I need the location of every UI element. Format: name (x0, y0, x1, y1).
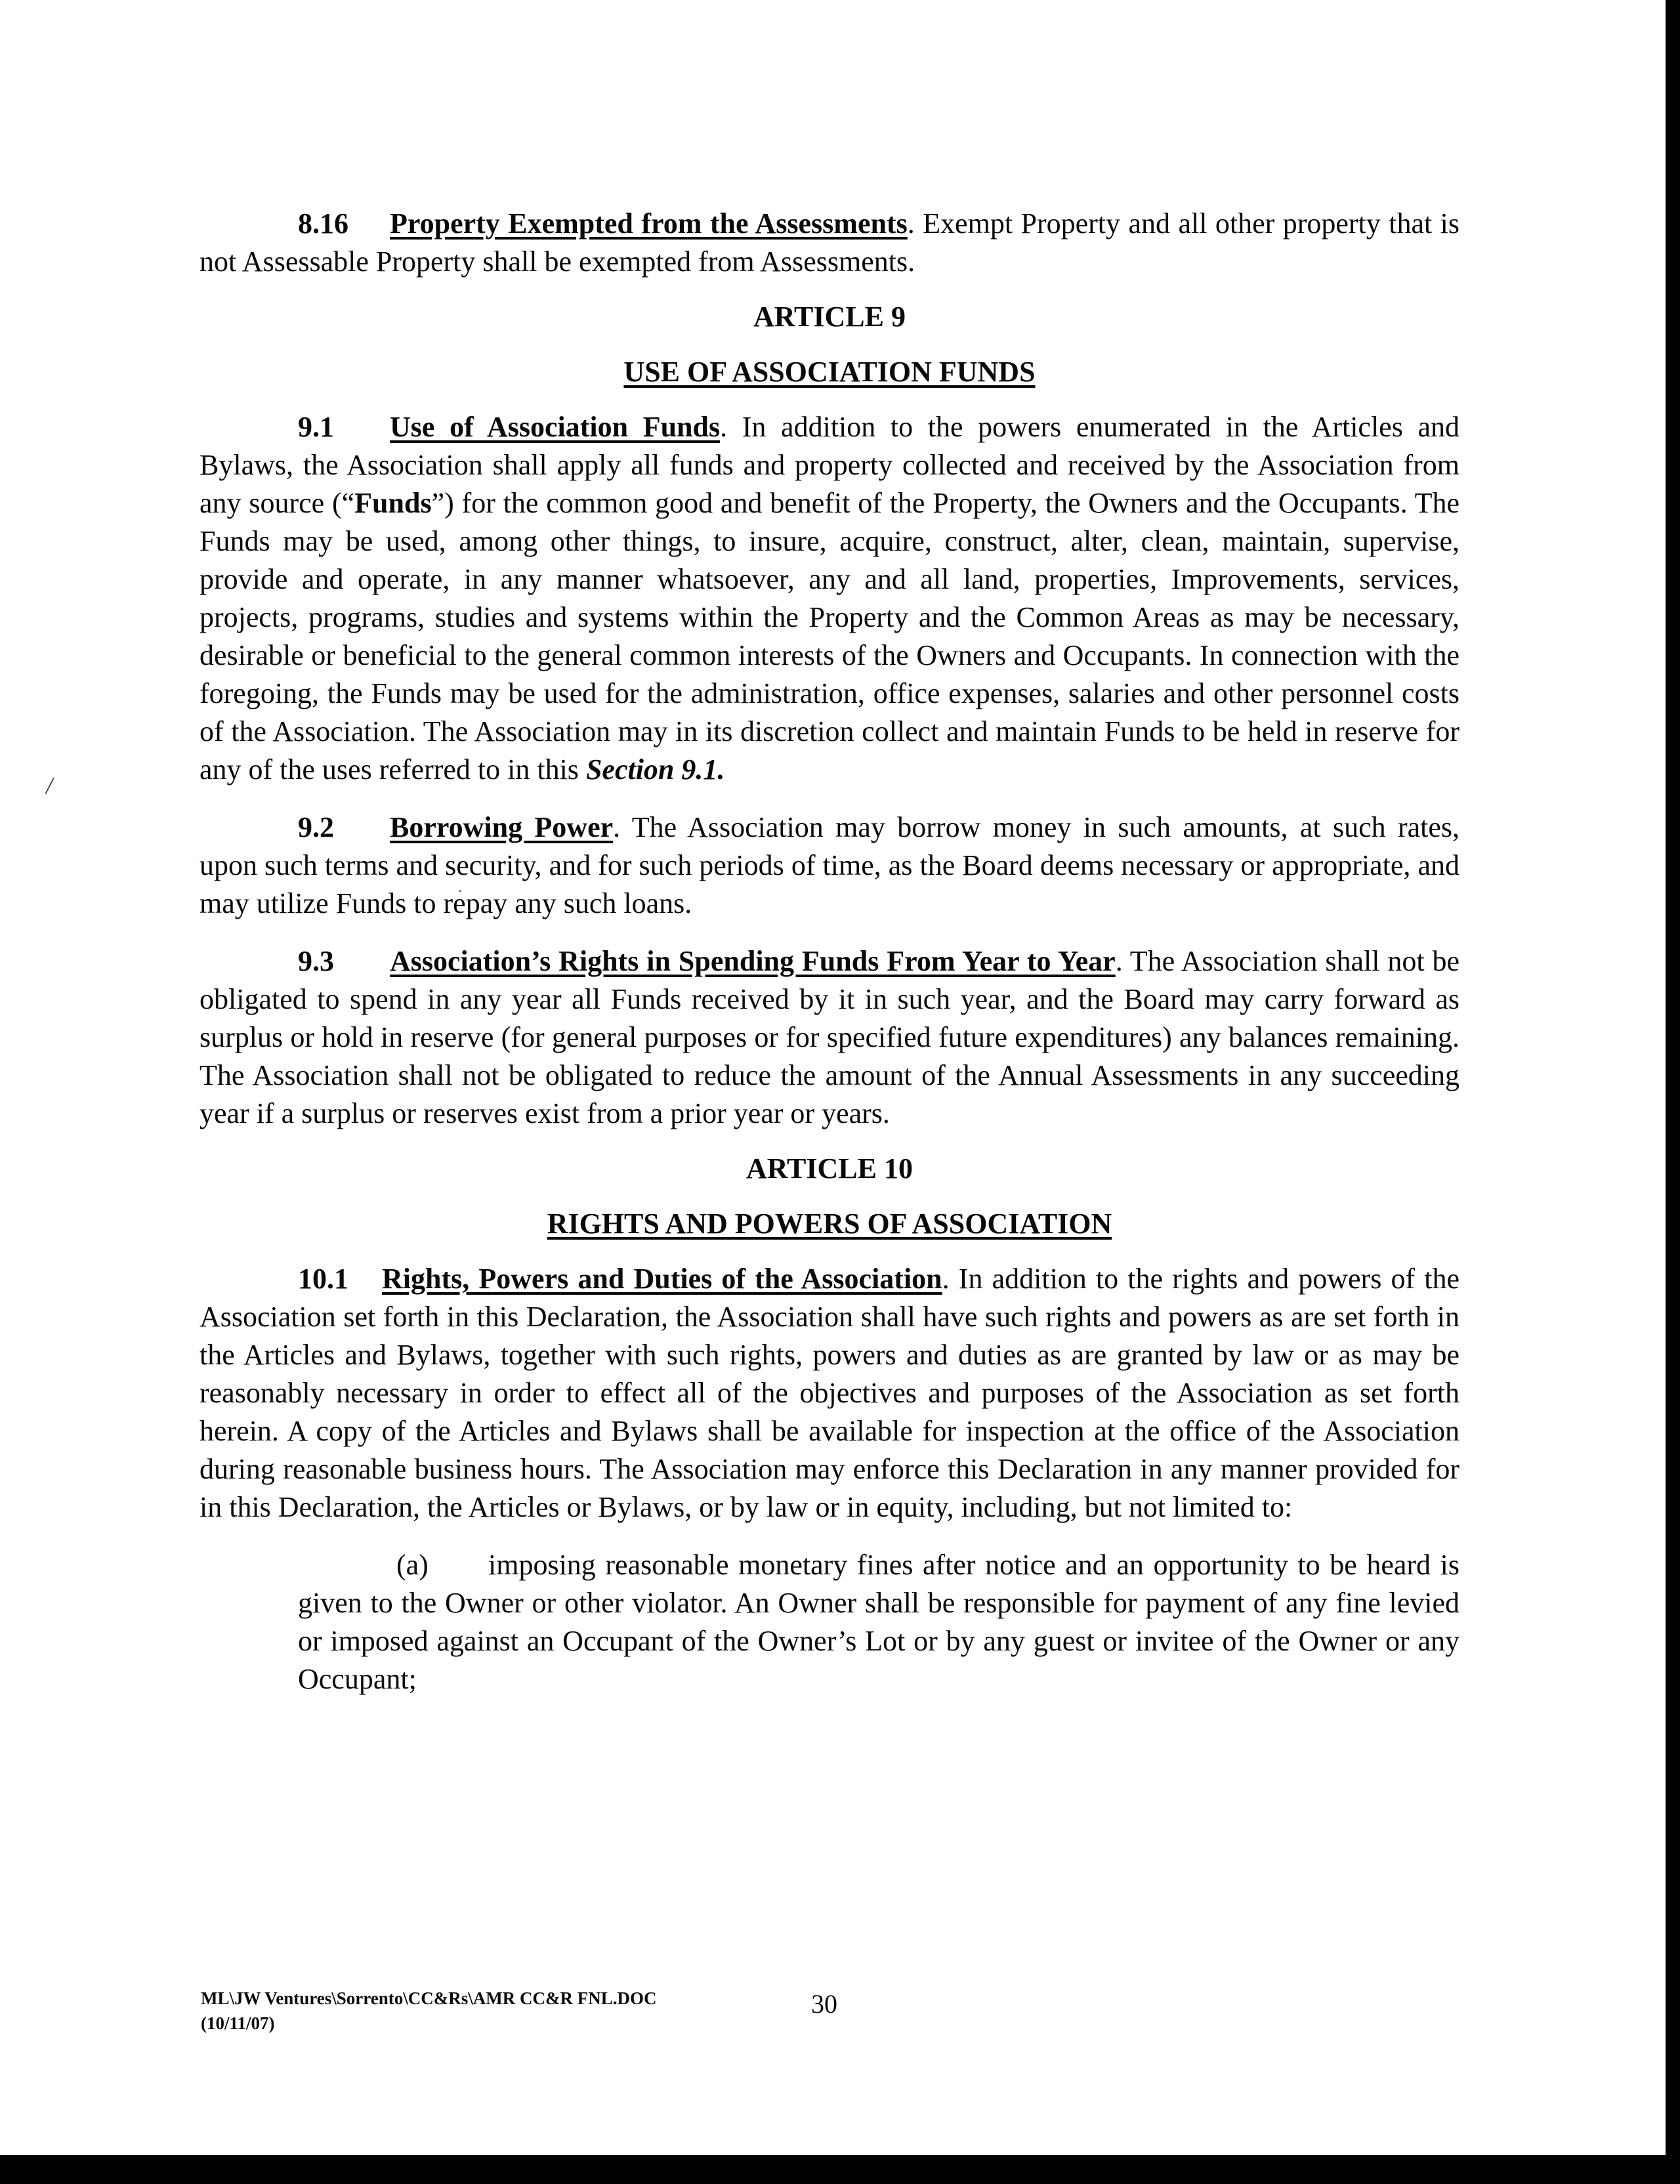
section-heading: Use of Association Funds (390, 411, 721, 443)
section-heading: Borrowing Power (390, 811, 614, 843)
section-heading: Rights, Powers and Duties of the Association (382, 1263, 942, 1295)
section-8-16 (200, 205, 1460, 281)
document-footer (201, 1986, 657, 2036)
defined-term-funds: Funds (354, 487, 432, 519)
list-item-text: imposing reasonable monetary fines after notice and an opportunity to be heard is given to the Owner or other violator. An Owner shall be responsible for payment of any fine levied or imposed against an Occupant of the Owner’s Lot or by any guest or invitee of the Owner or any Occupant; (298, 1549, 1460, 1695)
scan-edge-right (1666, 0, 1680, 2184)
section-9-1 (200, 408, 1460, 789)
article-10-subtitle: RIGHTS AND POWERS OF ASSOCIATION (547, 1208, 1112, 1240)
scan-edge-bottom (0, 2155, 1680, 2184)
list-item-label: (a) (396, 1549, 429, 1581)
list-item-a (298, 1546, 1460, 1698)
section-text: . The Association may borrow money in such amounts, at such rates, upon such terms and security, and for such periods of time, as the Board deems necessary or appropriate, and may utilize Funds to repay any such loans. (200, 811, 1460, 919)
margin-mark: / (46, 772, 53, 799)
article-9-title: ARTICLE 9 (753, 301, 906, 333)
page-number: 30 (811, 1989, 837, 2019)
section-heading: Association’s Rights in Spending Funds From Year to Year (390, 945, 1116, 977)
section-text: . In addition to the powers enumerated in the Articles and Bylaws, the Association shall apply all funds and property collected and received by the Association from any source (“ (200, 411, 1460, 519)
article-9-subtitle: USE OF ASSOCIATION FUNDS (623, 356, 1036, 388)
section-text: . The Association shall not be obligated to spend in any year all Funds received by it in such year, and the Board may carry forward as surplus or hold in reserve (for general purposes or for specified future expenditures) any balances remaining. The Association shall not be obligated to reduce the amount of the Annual Assessments in any succeeding year if a surplus or reserves exist from a prior year or years. (200, 945, 1460, 1129)
section-text: . Exempt Property and all other property that is not Assessable Property shall be exempted from Assessments. (200, 207, 1460, 278)
section-reference: Section 9.1 (585, 753, 718, 786)
section-text-continued: ”) for the common good and benefit of the Property, the Owners and the Occupants. The Funds may be used, among other things, to insure, acquire, construct, alter, clean, maintain, supervise, provide and operate, in any manner whatsoever, any and all land, properties, Improvements, services, projects, programs, studies and systems within the Property and the Common Areas as may be necessary, desirable or beneficial to the general common interests of the Owners and Occupants. In connection with the foregoing, the Funds may be used for the administration, office expenses, salaries and other personnel costs of the Association. The Association may in its discretion collect and maintain Funds to be held in reserve for any of the uses referred to in this (200, 487, 1460, 786)
article-10-title: ARTICLE 10 (746, 1152, 913, 1185)
section-number: 9.3 (298, 945, 334, 977)
section-9-3 (200, 942, 1460, 1133)
section-number: 9.2 (298, 811, 334, 843)
footer-date: (10/11/07) (201, 2013, 275, 2033)
section-number: 10.1 (298, 1263, 348, 1295)
section-heading: Property Exempted from the Assessments (390, 207, 908, 240)
section-number: 8.16 (298, 207, 348, 240)
document-body (200, 205, 1460, 1727)
section-text: . In addition to the rights and powers of the Association set forth in this Declaration, the Association shall have such rights and powers as are set forth in the Articles and Bylaws, together with such rights, powers and duties as are granted by law or as may be reasonably necessary in order to effect all of the objectives and purposes of the Association as set forth herein. A copy of the Articles and Bylaws shall be available for inspection at the office of the Association during reasonable business hours. The Association may enforce this Declaration in any manner provided for in this Declaration, the Articles or Bylaws, or by law or in equity, including, but not limited to: (200, 1263, 1460, 1523)
section-number: 9.1 (298, 411, 334, 443)
section-9-2 (200, 808, 1460, 923)
footer-file-path: ML\JW Ventures\Sorrento\CC&Rs\AMR CC&R FNL.DOC (201, 1988, 657, 2008)
section-end-period: . (717, 753, 725, 786)
section-10-1 (200, 1260, 1460, 1526)
